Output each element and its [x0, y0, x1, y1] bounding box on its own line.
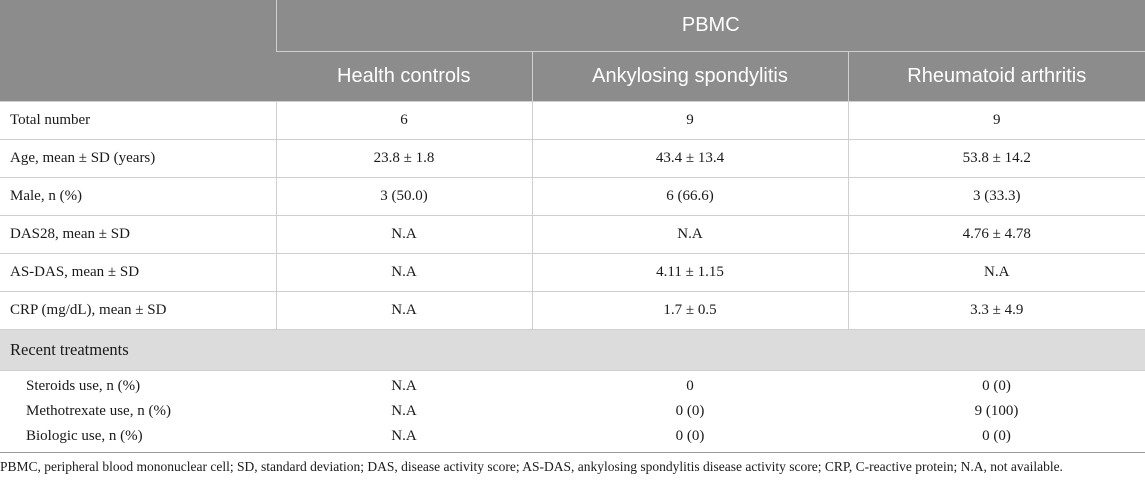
table-row	[0, 254, 1145, 292]
cell-ankylosing-spondylitis: 9	[532, 102, 848, 140]
column-header-health-controls: Health controls	[276, 52, 532, 102]
header-group-pbmc: PBMC	[276, 0, 1145, 52]
row-label: Methotrexate use, n (%)	[26, 403, 171, 419]
row-label: Total number	[0, 102, 276, 140]
cell-ankylosing-spondylitis: 4.11 ± 1.15	[532, 254, 848, 292]
cell-health-controls: N.A	[276, 292, 532, 330]
row-label: DAS28, mean ± SD	[0, 216, 276, 254]
row-label: Age, mean ± SD (years)	[0, 140, 276, 178]
cell-rheumatoid-arthritis: 9	[848, 102, 1145, 140]
cell-health-controls: 3 (50.0)	[276, 178, 532, 216]
row-label: AS-DAS, mean ± SD	[0, 254, 276, 292]
cell-rheumatoid-arthritis: 0 (0)	[982, 378, 1011, 394]
cell-health-controls: 23.8 ± 1.8	[276, 140, 532, 178]
cell-rheumatoid-arthritis: 3 (33.3)	[848, 178, 1145, 216]
row-label: CRP (mg/dL), mean ± SD	[0, 292, 276, 330]
row-label: Steroids use, n (%)	[26, 378, 141, 394]
cell-ankylosing-spondylitis: 6 (66.6)	[532, 178, 848, 216]
cell-ankylosing-spondylitis: 1.7 ± 0.5	[532, 292, 848, 330]
cell-health-controls: N.A	[391, 403, 417, 419]
row-label: Biologic use, n (%)	[0, 424, 276, 453]
cell-rheumatoid-arthritis: 9 (100)	[974, 403, 1019, 419]
cell-rheumatoid-arthritis: 4.76 ± 4.78	[848, 216, 1145, 254]
cell-ankylosing-spondylitis: 0 (0)	[675, 403, 705, 419]
section-title: Recent treatments	[0, 330, 1145, 371]
cell-health-controls: N.A	[276, 424, 532, 453]
table-row	[0, 216, 1145, 254]
header-blank-cell	[0, 0, 276, 102]
column-header-ankylosing-spondylitis: Ankylosing spondylitis	[532, 52, 848, 102]
cell-rheumatoid-arthritis: 3.3 ± 4.9	[848, 292, 1145, 330]
cell-ankylosing-spondylitis: 0	[686, 378, 694, 394]
table-footnote: PBMC, peripheral blood mononuclear cell; SD, standard deviation; DAS, disease activity score; AS-DAS, ankylosing spondylitis disease activity score; CRP, C-reactive protein; N.A, not available.	[0, 459, 1063, 474]
table-row	[0, 424, 1145, 453]
table-row	[0, 178, 1145, 216]
cell-rheumatoid-arthritis: 53.8 ± 14.2	[848, 140, 1145, 178]
column-header-rheumatoid-arthritis: Rheumatoid arthritis	[848, 52, 1145, 102]
cell-rheumatoid-arthritis: 0 (0)	[848, 424, 1145, 453]
section-row-recent-treatments	[0, 330, 1145, 371]
table-row	[0, 102, 1145, 140]
table-row	[0, 140, 1145, 178]
cell-rheumatoid-arthritis: N.A	[848, 254, 1145, 292]
cell-ankylosing-spondylitis: N.A	[532, 216, 848, 254]
table-row	[0, 292, 1145, 330]
table-row	[0, 371, 1145, 400]
cell-ankylosing-spondylitis: 0 (0)	[532, 424, 848, 453]
cell-health-controls: N.A	[276, 254, 532, 292]
table-row	[0, 399, 1145, 424]
cell-health-controls: N.A	[276, 216, 532, 254]
cell-health-controls: N.A	[391, 378, 417, 394]
cell-ankylosing-spondylitis: 43.4 ± 13.4	[532, 140, 848, 178]
cell-health-controls: 6	[276, 102, 532, 140]
row-label: Male, n (%)	[0, 178, 276, 216]
